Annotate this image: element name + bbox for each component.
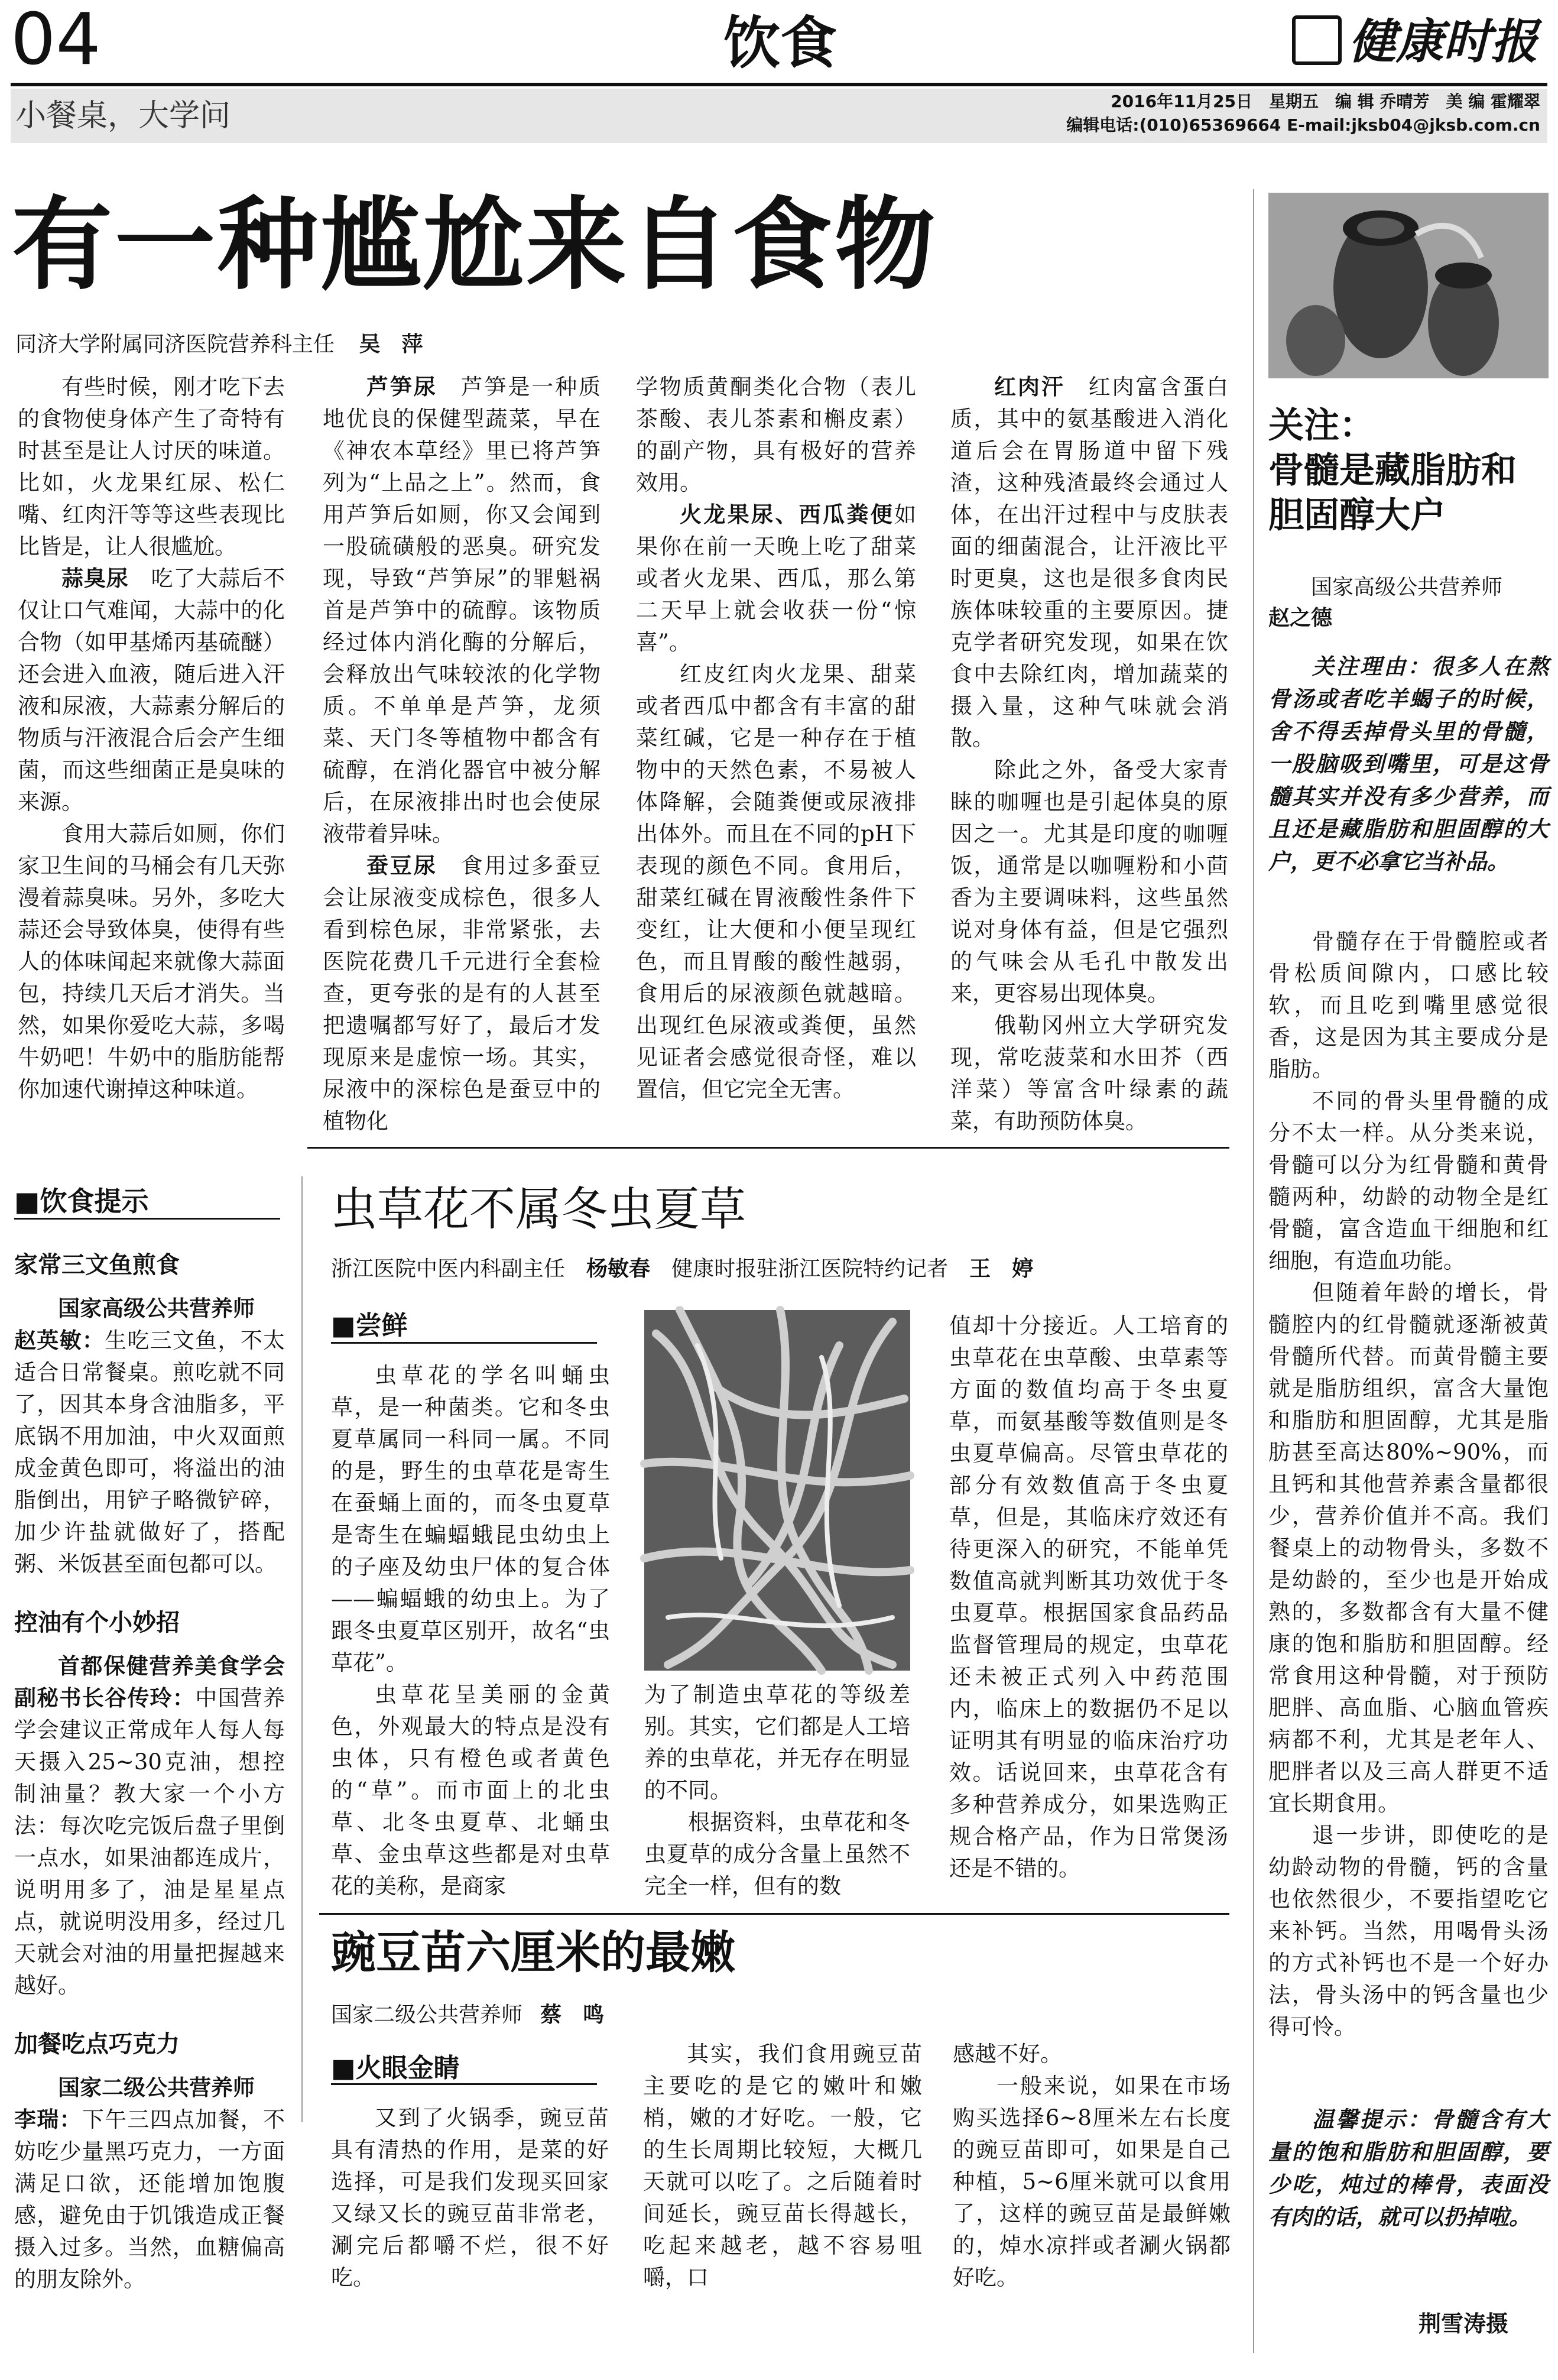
paragraph: 根据资料，虫草花和冬虫夏草的成分含量上虽然不完全一样，但有的数 (644, 1810, 910, 1899)
page-subtitle: 小餐桌，大学问 (15, 98, 231, 134)
paragraph: 骨髓存在于骨髓腔或者骨松质间隙内，口感比较软，而且吃到嘴里感觉很香，这是因为其主要成分是脂肪。 (1268, 929, 1549, 1082)
pea-col-1 (331, 2102, 609, 2339)
bone-marrow-image (1268, 193, 1549, 378)
paragraph: 虫草花的学名叫蛹虫草，是一种菌类。它和冬虫夏草属同一科同一属。不同的是，野生的虫草花是寄生在蚕蛹上面的，而冬虫夏草是寄生在蝙蝠蛾昆虫幼虫上的子座及幼虫尸体的复合体——蝙蝠蛾的幼虫上。为了跟冬虫夏草区别开，故名“虫草花”。 (331, 1363, 610, 1675)
paragraph: 食用大蒜后如厕，你们家卫生间的马桶会有几天弥漫着蒜臭味。另外，多吃大蒜还会导致体臭，使得有些人的体味闻起来就像大蒜面包，持续几天后才消失。当然，如果你爱吃大蒜，多喝牛奶吧！牛奶中的脂肪能帮你加速代谢掉这种味道。 (18, 821, 285, 1102)
paragraph: 有些时候，刚才吃下去的食物使身体产生了奇特有时甚至是让人讨厌的味道。比如，火龙果红尿、松仁嘴、红肉汗等等这些表现比比皆是，让人很尴尬。 (18, 374, 285, 559)
paragraph: 火龙果尿、西瓜粪便如果你在前一天晚上吃了甜菜或者火龙果、西瓜，那么第二天早上就会收获一份“惊喜”。 (636, 502, 916, 655)
sidebar-title: 骨髓是藏脂肪和胆固醇大户 (1268, 450, 1517, 536)
masthead-rule (11, 83, 1547, 86)
pea-byline: 国家二级公共营养师 蔡 鸣 (331, 2003, 605, 2027)
subhead: 红肉汗 (994, 374, 1065, 400)
paragraph: 红肉汗 红肉富含蛋白质，其中的氨基酸进入消化道后会在胃肠道中留下残渣，这种残渣最终会通过人体，在出汗过程中与皮肤表面的细菌混合，让汗液比平时更臭，这也是很多食肉民族体味较重的主要原因。捷克学者研究发现，如果在饮食中去除红肉，增加蔬菜的摄入量，这种气味就会消散。 (950, 374, 1229, 751)
paragraph: 但随着年龄的增长，骨髓腔内的红骨髓就逐渐被黄骨髓所代替。而黄骨髓主要就是脂肪组织，富含大量饱和脂肪和胆固醇，尤其是脂肪甚至高达80%~90%，而且钙和其他营养素含量都很少，营养价值并不高。我们餐桌上的动物骨头，多数不是幼龄的，至少也是开始成熟的，多数都含有大量不健康的饱和脂肪和胆固醇。经常食用这种骨髓，对于预防肥胖、高血脂、心脑血管疾病都不利，尤其是老年人、肥胖者以及三高人群更不适宜长期食用。 (1268, 1280, 1549, 1816)
contact-line: 编辑电话:(010)65369664 E-mail:jksb04@jksb.com.cn (1066, 115, 1540, 135)
page-number: 04 (11, 0, 101, 81)
tips-section-label: ■饮食提示 (14, 1185, 149, 1217)
paragraph: 除此之外，备受大家青睐的咖喱也是引起体臭的原因之一。尤其是印度的咖喱饭，通常是以咖喱粉和小茴香为主要调味料，这些虽然说对身体有益，但是它强烈的气味会从毛孔中散发出来，更容易出现体臭。 (950, 757, 1228, 1006)
paragraph: 又到了火锅季，豌豆苗具有清热的作用，是菜的好选择，可是我们发现买回家又绿又长的豌豆苗非常老，涮完后都嚼不烂，很不好吃。 (331, 2105, 609, 2290)
sidebar-focus-label: 关注： (1268, 405, 1375, 446)
logo-text: 健康时报 (1349, 14, 1538, 69)
subhead: 火龙果尿、西瓜粪便 (680, 502, 894, 527)
main-col-4 (950, 371, 1228, 1140)
sidebar-byline: 国家高级公共营养师 赵之德 (1268, 575, 1503, 630)
subhead: 芦笋尿 (366, 374, 437, 400)
main-byline (15, 328, 423, 358)
cordyceps-flower-image (644, 1310, 910, 1671)
tip-item (14, 1604, 285, 2002)
paragraph: 其实，我们食用豌豆苗主要吃的是它的嫩叶和嫩梢，嫩的才好吃。一般，它的生长周期比较短，大概几天就可以吃了。之后随着时间延长，豌豆苗长得越长，吃起来越老，越不容易咀嚼，口 (643, 2041, 922, 2290)
tip-item (14, 2025, 285, 2295)
main-bottom-rule (307, 1147, 1229, 1149)
sidebar-headline (1268, 403, 1549, 538)
paragraph: 不同的骨头里骨髓的成分不太一样。从分类来说，骨髓可以分为红骨髓和黄骨髓两种，幼龄的动物全是红骨髓，富含造血干细胞和红细胞，有造血功能。 (1268, 1088, 1549, 1273)
newspaper-logo (1292, 12, 1552, 71)
paragraph: 芦笋尿 芦笋是一种质地优良的保健型蔬菜，早在《神农本草经》里已将芦笋列为“上品之上”。然而，食用芦笋后如厕，你又会闻到一股硫磺般的恶臭。研究发现，导致“芦笋尿”的罪魁祸首是芦笋中的硫醇。该物质经过体内消化酶的分解后，会释放出气味较浓的化学物质。不单单是芦笋，龙须菜、天门冬等植物中都含有硫醇，在消化器官中被分解后，在尿液排出时也会使尿液带着异味。 (323, 374, 601, 847)
paragraph: 虫草花呈美丽的金黄色，外观最大的特点是没有虫体，只有橙色或者黄色的“草”。而市面上的北虫草、北冬虫夏草、北蛹虫草、金虫草这些都是对虫草花的美称，是商家 (331, 1682, 610, 1899)
subhead: 温馨提示： (1312, 2107, 1432, 2132)
paragraph: 关注理由：很多人在熬骨汤或者吃羊蝎子的时候，舍不得丢掉骨头里的骨髓，一股脑吸到嘴里，可是这骨髓其实并没有多少营养，而且还是藏脂肪和胆固醇的大户，更不必拿它当补品。 (1268, 653, 1549, 874)
cordyceps-col-2 (644, 1679, 910, 1904)
tip-body: 国家高级公共营养师 赵英敏：生吃三文鱼，不太适合日常餐桌。煎吃就不同了，因其本身含油脂多，平底锅不用加油，中火双面煎成金黄色即可，将溢出的油脂倒出，用铲子略微铲碎，加少许盐就做好了，搭配粥、米饭甚至面包都可以。 (14, 1296, 285, 1577)
byline-org: 同济大学附属同济医院营养科主任 (15, 332, 335, 356)
cordyceps-col-3 (949, 1310, 1228, 1901)
tip-body: 首都保健营养美食学会副秘书长谷传玲：中国营养学会建议正常成年人每人每天摄入25~30克油，想控制油量？教大家一个小方法：每次吃完饭后盘子里倒一点水，如果油都连成片，说明用多了，油是星星点点，就说明没用多，经过几天就会对油的用量把握越来越好。 (14, 1653, 285, 1998)
date-line: 2016年11月25日 星期五 编 辑 乔晴芳 美 编 霍耀翠 (1111, 92, 1540, 111)
sidebar-divider (1253, 189, 1254, 2353)
bone-marrow-photo (1268, 193, 1549, 378)
main-col-1 (18, 371, 285, 1140)
tips-divider (301, 1176, 303, 2122)
paragraph: 一般来说，如果在市场购买选择6~8厘米左右长度的豌豆苗即可，如果是自己种植，5~6厘米就可以食用了，这样的豌豆苗是最鲜嫩的，焯水凉拌或者涮火锅都好吃。 (953, 2073, 1231, 2290)
pea-col-2 (643, 2038, 922, 2334)
paragraph: 退一步讲，即使吃的是幼龄动物的骨髓，钙的含量也依然很少，不要指望吃它来补钙。当然，用喝骨头汤的方式补钙也不是一个好办法，骨头汤中的钙含量也少得可怜。 (1268, 1823, 1549, 2039)
cordyceps-bottom-rule (319, 1913, 1229, 1915)
photo-credit: 荆雪涛摄 (1419, 2311, 1509, 2337)
cordyceps-col-1 (331, 1360, 610, 1904)
cordyceps-byline: 浙江医院中医内科副主任 杨敏春 健康时报驻浙江医院特约记者 王 婷 (331, 1257, 1034, 1281)
logo-mark-icon (1292, 15, 1342, 65)
pea-headline: 豌豆苗六厘米的最嫩 (331, 1926, 735, 1979)
tip-title: 控油有个小妙招 (14, 1609, 180, 1636)
paragraph: 学物质黄酮类化合物（表儿茶酸、表儿茶素和槲皮素）的副产物，具有极好的营养效用。 (636, 374, 916, 495)
sidebar-reason (1268, 650, 1549, 899)
cordyceps-headline: 虫草花不属冬虫夏草 (331, 1183, 746, 1236)
cordyceps-column-label: ■尝鲜 (331, 1311, 408, 1341)
cordyceps-photo (644, 1310, 910, 1671)
pea-col-3 (953, 2038, 1231, 2334)
tip-title: 家常三文鱼煎食 (14, 1251, 180, 1279)
sidebar-warm-tip (1268, 2103, 1549, 2281)
paragraph: 红皮红肉火龙果、甜菜或者西瓜中都含有丰富的甜菜红碱，它是一种存在于植物中的天然色素，不易被人体降解，会随粪便或尿液排出体外。而且在不同的pH下表现的颜色不同。食用后，甜菜红碱在胃液酸性条件下变红，让大便和小便呈现红色，而且胃酸的酸性越弱，食用后的尿液颜色就越暗。出现红色尿液或粪便，虽然见证者会感觉很奇怪，难以置信，但它完全无害。 (636, 662, 916, 1102)
main-col-2 (323, 371, 601, 1140)
paragraph: 蚕豆尿 食用过多蚕豆会让尿液变成棕色，很多人看到棕色尿，非常紧张，去医院花费几千元进行全套检查，更夸张的是有的人甚至把遗嘱都写好了，最后才发现原来是虚惊一场。其实，尿液中的深棕色是蚕豆中的植物化 (323, 853, 601, 1134)
tip-item (14, 1246, 285, 1580)
subhead: 蚕豆尿 (366, 853, 437, 878)
main-headline: 有一种尴尬来自食物 (12, 187, 938, 304)
pea-label-rule (331, 2083, 597, 2085)
paragraph: 温馨提示：骨髓含有大量的饱和脂肪和胆固醇，要少吃，炖过的棒骨，表面没有肉的话，就可以扔掉啦。 (1268, 2106, 1549, 2230)
paragraph: 俄勒冈州立大学研究发现，常吃菠菜和水田芥（西洋菜）等富含叶绿素的蔬菜，有助预防体臭。 (950, 1013, 1228, 1134)
tips-column (14, 1246, 285, 2292)
tips-label-rule (14, 1218, 280, 1220)
paragraph: 值却十分接近。人工培育的虫草花在虫草酸、虫草素等方面的数值均高于冬虫夏草，而氨基酸等数值则是冬虫夏草偏高。尽管虫草花的部分有效数值高于冬虫夏草，但是，其临床疗效还有待更深入的研究，不能单凭数值高就判断其功效优于冬虫夏草。根据国家食品药品监督管理局的规定，虫草花还未被正式列入中药范围内，临床上的数据仍不足以证明其有明显的临床治疗功效。话说回来，虫草花含有多种营养成分，如果选购正规合格产品，作为日常煲汤还是不错的。 (949, 1313, 1228, 1881)
tip-title: 加餐吃点巧克力 (14, 2031, 180, 2058)
paragraph: 为了制造虫草花的等级差别。其实，它们都是人工培养的虫草花，并无存在明显的不同。 (644, 1682, 910, 1803)
subhead: 蒜臭尿 (61, 566, 129, 591)
tip-body: 国家二级公共营养师 李瑞：下午三四点加餐，不妨吃少量黑巧克力，一方面满足口欲，还能增加饱腹感，避免由于饥饿造成正餐摄入过多。当然，血糖偏高的朋友除外。 (14, 2075, 285, 2292)
cordyceps-label-rule (331, 1342, 597, 1344)
paragraph: 感越不好。 (953, 2041, 1062, 2067)
paragraph: 蒜臭尿 吃了大蒜后不仅让口气难闻，大蒜中的化合物（如甲基烯丙基硫醚）还会进入血液，随后进入汗液和尿液，大蒜素分解后的物质与汗液混合后会产生细菌，而这些细菌正是臭味的来源。 (18, 566, 285, 815)
pea-column-label: ■火眼金睛 (331, 2053, 460, 2083)
byline-author: 吴 萍 (359, 332, 423, 356)
subhead: 关注理由： (1312, 654, 1432, 679)
section-title: 饮食 (723, 10, 837, 76)
main-col-3 (636, 371, 916, 1140)
sidebar-body (1268, 926, 1549, 2067)
